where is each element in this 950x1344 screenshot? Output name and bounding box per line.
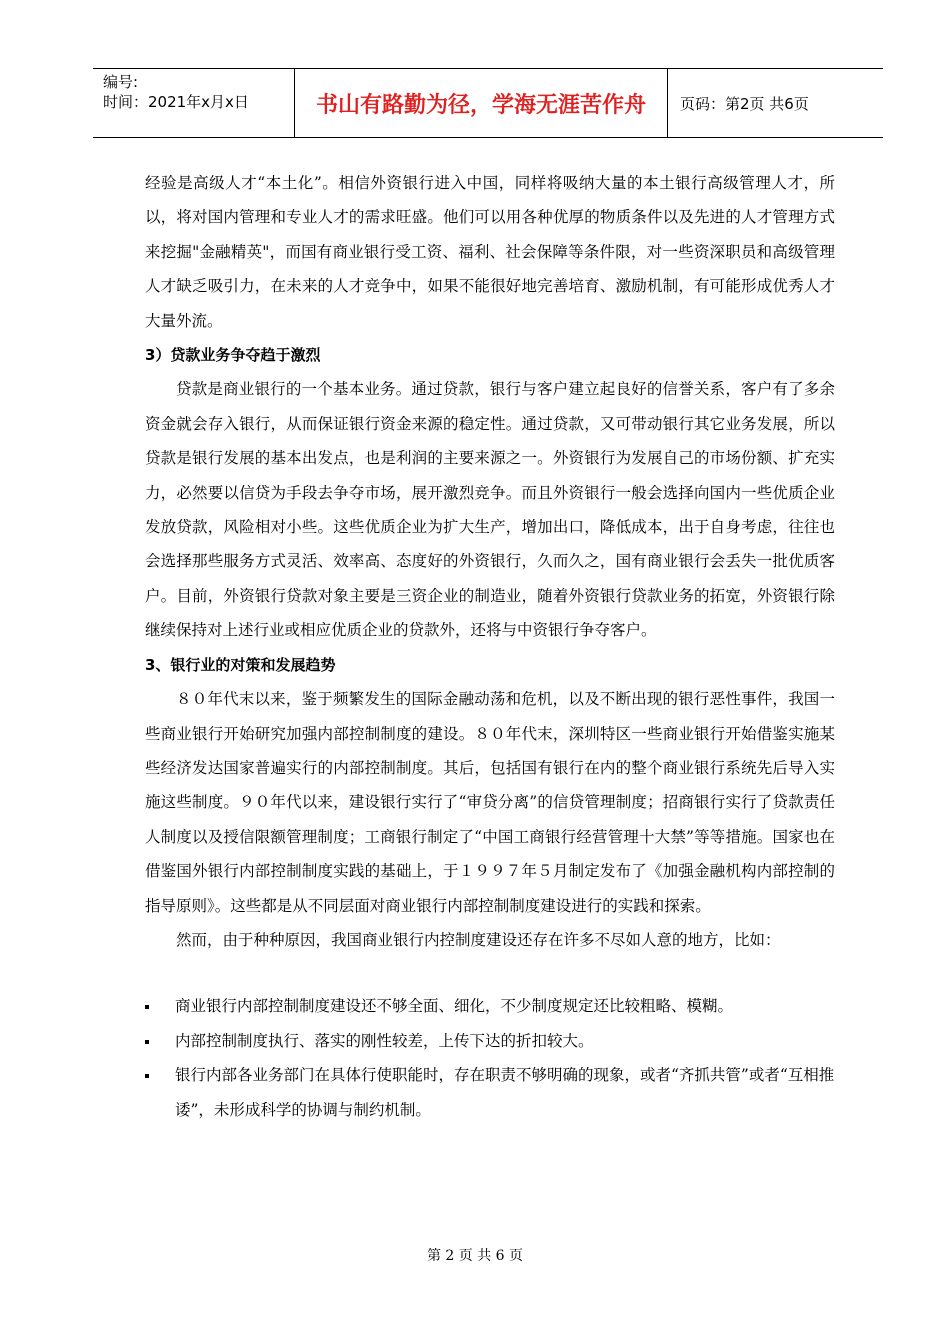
- list-item-text: 内部控制制度执行、落实的刚性较差，上传下达的折扣较大。: [175, 1031, 594, 1050]
- list-item-text: 银行内部各业务部门在具体行使职能时，存在职责不够明确的现象，或者“齐抓共管”或者“互相推诿”，未形成科学的协调与制约机制。: [175, 1066, 835, 1119]
- header-number-label: 编号:: [103, 73, 139, 91]
- bullet-icon: [145, 1005, 149, 1009]
- paragraph-internal-control: ８０年代末以来，鉴于频繁发生的国际金融动荡和危机，以及不断出现的银行恶性事件，我国一些商业银行开始研究加强内部控制制度的建设。８０年代末，深圳特区一些商业银行开始借鉴实施某些经济发达国家普遍实行的内部控制制度。其后，包括国有银行在内的整个商业银行系统先后导入实施这些制度。９０年代以来，建设银行实行了“审贷分离”的信贷管理制度；招商银行实行了贷款责任人制度以及授信限额管理制度；工商银行制定了“中国工商银行经营管理十大禁”等等措施。国家也在借鉴国外银行内部控制制度实践的基础上，于１９９７年５月制定发布了《加强金融机构内部控制的指导原则》。这些都是从不同层面对商业银行内部控制制度建设进行的实践和探索。: [145, 690, 835, 915]
- paragraph-loans: 贷款是商业银行的一个基本业务。通过贷款，银行与客户建立起良好的信誉关系，客户有了多余资金就会存入银行，从而保证银行资金来源的稳定性。通过贷款，又可带动银行其它业务发展，所以贷款是银行发展的基本出发点，也是利润的主要来源之一。外资银行为发展自己的市场份额、扩充实力，必然要以信贷为手段去争夺市场，展开激烈竞争。而且外资银行一般会选择向国内一些优质企业发放贷款，风险相对小些。这些优质企业为扩大生产，增加出口，降低成本，出于自身考虑，往往也会选择那些服务方式灵活、效率高、态度好的外资银行，久而久之，国有商业银行会丢失一批优质客户。目前，外资银行贷款对象主要是三资企业的制造业，随着外资银行贷款业务的拓宽，外资银行除继续保持对上述行业或相应优质企业的贷款外，还将与中资银行争夺客户。: [145, 380, 835, 640]
- paragraph-talent: 经验是高级人才“本土化”。相信外资银行进入中国，同样将吸纳大量的本土银行高级管理人才，所以，将对国内管理和专业人才的需求旺盛。他们可以用各种优厚的物质条件以及先进的人才管理方式来挖掘"金融精英"，而国有商业银行受工资、福利、社会保障等条件限，对一些资深职员和高级管理人才缺乏吸引力，在未来的人才竞争中，如果不能很好地完善培育、激励机制，有可能形成优秀人才大量外流。: [145, 174, 835, 330]
- page-footer: 第 2 页 共 6 页: [426, 1248, 524, 1264]
- list-item-text: 商业银行内部控制制度建设还不够全面、细化，不少制度规定还比较粗略、模糊。: [175, 997, 734, 1016]
- list-item: [145, 989, 835, 1023]
- page-header: [93, 68, 883, 138]
- heading-countermeasures: 3、银行业的对策和发展趋势: [145, 655, 336, 674]
- heading-loan-competition: 3）贷款业务争夺趋于激烈: [145, 346, 321, 365]
- document-body: [145, 166, 835, 1127]
- paragraph-shortcomings: 然而，由于种种原因，我国商业银行内控制度建设还存在许多不尽如人意的地方，比如：: [176, 930, 781, 949]
- header-meta: [93, 69, 295, 137]
- header-motto: 书山有路勤为径，学海无涯苦作舟: [295, 69, 668, 137]
- list-item: [145, 1024, 835, 1058]
- header-page-code: 页码：第2页 共6页: [680, 94, 809, 113]
- bullet-icon: [145, 1040, 149, 1044]
- header-time-label: 时间：2021年x月x日: [103, 93, 249, 111]
- bullet-icon: [145, 1074, 149, 1078]
- list-item: [145, 1058, 835, 1127]
